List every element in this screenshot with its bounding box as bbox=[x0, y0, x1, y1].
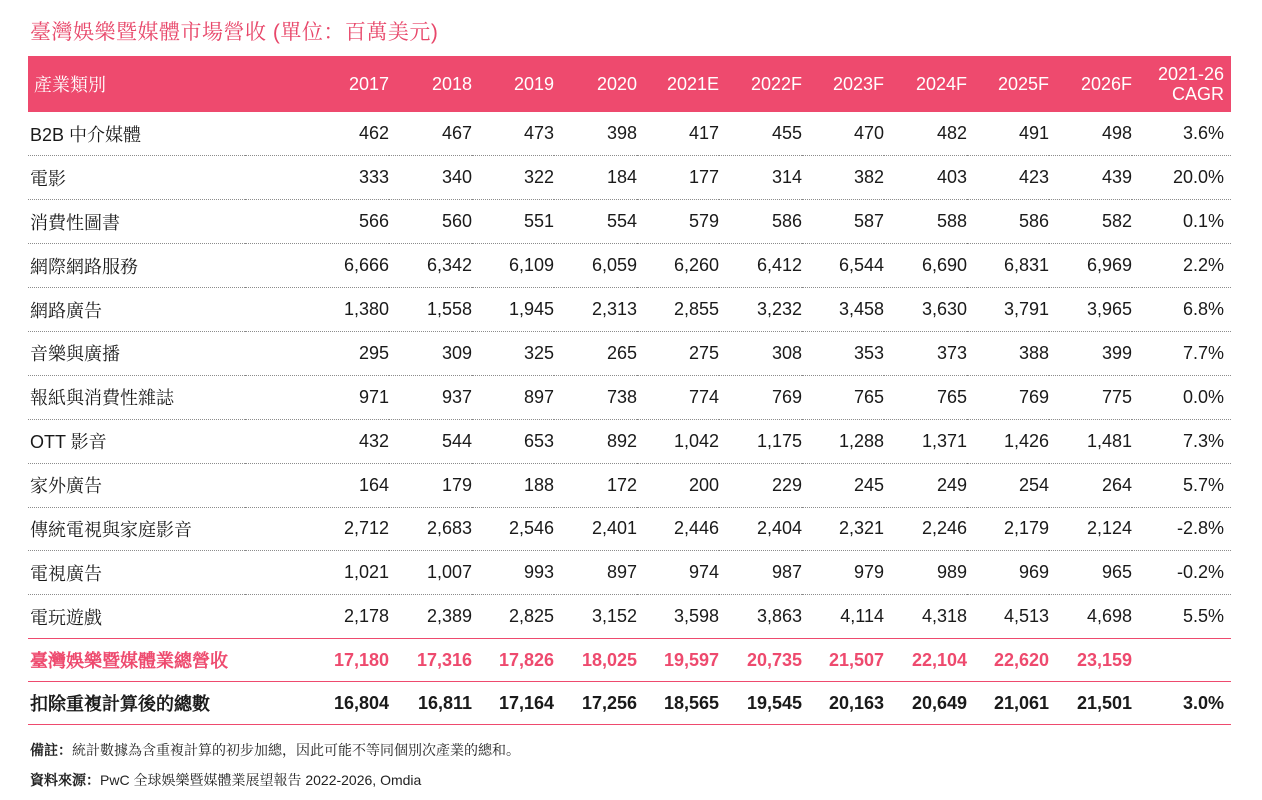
cell-cagr: 3.6% bbox=[1132, 112, 1231, 156]
cell-value: 1,021 bbox=[245, 551, 389, 595]
cell-value: 22,620 bbox=[967, 639, 1049, 682]
cell-value: 6,666 bbox=[245, 244, 389, 288]
cell-value: 467 bbox=[389, 112, 472, 156]
cell-value: 388 bbox=[967, 331, 1049, 375]
cell-value: 4,698 bbox=[1049, 595, 1132, 639]
cell-value: 3,598 bbox=[637, 595, 719, 639]
table-row bbox=[28, 156, 1231, 200]
cell-value: 22,104 bbox=[884, 639, 967, 682]
row-label: 網際網路服務 bbox=[28, 244, 245, 288]
cell-value: 544 bbox=[389, 419, 472, 463]
row-label: 家外廣告 bbox=[28, 463, 245, 507]
source-label: 資料來源： bbox=[30, 772, 100, 788]
cell-value: 738 bbox=[554, 375, 637, 419]
cell-value: 265 bbox=[554, 331, 637, 375]
cell-value: 971 bbox=[245, 375, 389, 419]
header-year-2022f: 2022F bbox=[750, 73, 802, 94]
cell-value: 775 bbox=[1049, 375, 1132, 419]
header-year-2026f: 2026F bbox=[1080, 73, 1132, 94]
cell-value: 965 bbox=[1049, 551, 1132, 595]
cell-value: 897 bbox=[472, 375, 554, 419]
cell-value: 653 bbox=[472, 419, 554, 463]
cell-value: 6,342 bbox=[389, 244, 472, 288]
cell-cagr: 6.8% bbox=[1132, 288, 1231, 332]
cell-value: 498 bbox=[1049, 112, 1132, 156]
revenue-table bbox=[28, 56, 1231, 725]
cell-value: 3,965 bbox=[1049, 288, 1132, 332]
cell-value: 19,545 bbox=[719, 682, 802, 725]
cell-value: 1,558 bbox=[389, 288, 472, 332]
cell-value: 16,811 bbox=[389, 682, 472, 725]
cell-value: 491 bbox=[967, 112, 1049, 156]
cell-value: 6,059 bbox=[554, 244, 637, 288]
cell-value: 1,042 bbox=[637, 419, 719, 463]
header-cagr bbox=[1132, 56, 1231, 112]
cell-value: 19,597 bbox=[637, 639, 719, 682]
cell-value: 6,544 bbox=[802, 244, 884, 288]
cell-value: 769 bbox=[719, 375, 802, 419]
header-cagr-line1: 2021-26 bbox=[1157, 64, 1224, 84]
cell-value: 16,804 bbox=[245, 682, 389, 725]
cell-cagr: 2.2% bbox=[1132, 244, 1231, 288]
cell-value: 2,389 bbox=[389, 595, 472, 639]
cell-value: 2,401 bbox=[554, 507, 637, 551]
cell-value: 2,855 bbox=[637, 288, 719, 332]
cell-value: 455 bbox=[719, 112, 802, 156]
cell-value: 6,831 bbox=[967, 244, 1049, 288]
cell-value: 6,690 bbox=[884, 244, 967, 288]
cell-value: 21,507 bbox=[802, 639, 884, 682]
cell-value: 17,826 bbox=[472, 639, 554, 682]
cell-value: 482 bbox=[884, 112, 967, 156]
cell-value: 432 bbox=[245, 419, 389, 463]
row-label: 臺灣娛樂暨媒體業總營收 bbox=[28, 639, 245, 682]
cell-value: 765 bbox=[884, 375, 967, 419]
row-label: 報紙與消費性雜誌 bbox=[28, 375, 245, 419]
cell-value: 937 bbox=[389, 375, 472, 419]
row-label: 電玩遊戲 bbox=[28, 595, 245, 639]
cell-value: 18,025 bbox=[554, 639, 637, 682]
cell-value: 892 bbox=[554, 419, 637, 463]
cell-value: 462 bbox=[245, 112, 389, 156]
table-row bbox=[28, 288, 1231, 332]
cell-value: 322 bbox=[472, 156, 554, 200]
cell-value: 3,152 bbox=[554, 595, 637, 639]
cell-value: 1,175 bbox=[719, 419, 802, 463]
cell-value: 17,180 bbox=[245, 639, 389, 682]
cell-value: 989 bbox=[884, 551, 967, 595]
cell-value: 353 bbox=[802, 331, 884, 375]
cell-value: 2,246 bbox=[884, 507, 967, 551]
header-cagr-line2: CAGR bbox=[1171, 84, 1224, 104]
cell-value: 2,321 bbox=[802, 507, 884, 551]
cell-value: 179 bbox=[389, 463, 472, 507]
cell-value: 184 bbox=[554, 156, 637, 200]
table-row bbox=[28, 595, 1231, 639]
cell-value: 769 bbox=[967, 375, 1049, 419]
cell-value: 2,179 bbox=[967, 507, 1049, 551]
cell-value: 3,232 bbox=[719, 288, 802, 332]
cell-value: 470 bbox=[802, 112, 884, 156]
cell-value: 1,371 bbox=[884, 419, 967, 463]
cell-value: 587 bbox=[802, 200, 884, 244]
cell-value: 21,061 bbox=[967, 682, 1049, 725]
table-row bbox=[28, 200, 1231, 244]
cell-cagr: -0.2% bbox=[1132, 551, 1231, 595]
cell-value: 3,458 bbox=[802, 288, 884, 332]
cell-value: 4,318 bbox=[884, 595, 967, 639]
cell-value: 164 bbox=[245, 463, 389, 507]
cell-value: 2,446 bbox=[637, 507, 719, 551]
cell-value: 333 bbox=[245, 156, 389, 200]
cell-value: 3,863 bbox=[719, 595, 802, 639]
cell-value: 295 bbox=[245, 331, 389, 375]
cell-value: 23,159 bbox=[1049, 639, 1132, 682]
cell-value: 21,501 bbox=[1049, 682, 1132, 725]
header-year-2019: 2019 bbox=[513, 73, 554, 94]
cell-value: 765 bbox=[802, 375, 884, 419]
header-year-2020: 2020 bbox=[596, 73, 637, 94]
cell-value: 4,513 bbox=[967, 595, 1049, 639]
cell-value: 586 bbox=[967, 200, 1049, 244]
cell-cagr: -2.8% bbox=[1132, 507, 1231, 551]
cell-value: 2,712 bbox=[245, 507, 389, 551]
cell-value: 20,735 bbox=[719, 639, 802, 682]
cell-value: 6,412 bbox=[719, 244, 802, 288]
cell-value: 1,380 bbox=[245, 288, 389, 332]
footnote-text: 統計數據為含重複計算的初步加總，因此可能不等同個別次產業的總和。 bbox=[72, 742, 520, 758]
cell-value: 586 bbox=[719, 200, 802, 244]
header-year-2018: 2018 bbox=[431, 73, 472, 94]
source-note bbox=[30, 770, 421, 790]
cell-value: 560 bbox=[389, 200, 472, 244]
cell-cagr: 7.7% bbox=[1132, 331, 1231, 375]
cell-value: 6,969 bbox=[1049, 244, 1132, 288]
cell-value: 566 bbox=[245, 200, 389, 244]
footnote bbox=[30, 740, 520, 760]
cell-value: 325 bbox=[472, 331, 554, 375]
cell-value: 200 bbox=[637, 463, 719, 507]
table-row bbox=[28, 419, 1231, 463]
cell-cagr: 20.0% bbox=[1132, 156, 1231, 200]
cell-value: 582 bbox=[1049, 200, 1132, 244]
cell-value: 2,825 bbox=[472, 595, 554, 639]
cell-value: 417 bbox=[637, 112, 719, 156]
table-row bbox=[28, 463, 1231, 507]
cell-value: 2,178 bbox=[245, 595, 389, 639]
cell-value: 229 bbox=[719, 463, 802, 507]
table-row bbox=[28, 331, 1231, 375]
cell-value: 314 bbox=[719, 156, 802, 200]
cell-value: 309 bbox=[389, 331, 472, 375]
cell-value: 1,481 bbox=[1049, 419, 1132, 463]
table-row bbox=[28, 244, 1231, 288]
cell-value: 373 bbox=[884, 331, 967, 375]
net-total-row bbox=[28, 682, 1231, 725]
table-row bbox=[28, 551, 1231, 595]
cell-value: 993 bbox=[472, 551, 554, 595]
cell-value: 254 bbox=[967, 463, 1049, 507]
row-label: 網路廣告 bbox=[28, 288, 245, 332]
cell-value: 2,683 bbox=[389, 507, 472, 551]
cell-value: 340 bbox=[389, 156, 472, 200]
cell-value: 20,163 bbox=[802, 682, 884, 725]
cell-value: 1,007 bbox=[389, 551, 472, 595]
cell-cagr: 0.1% bbox=[1132, 200, 1231, 244]
cell-value: 2,404 bbox=[719, 507, 802, 551]
cell-value: 249 bbox=[884, 463, 967, 507]
cell-cagr: 5.7% bbox=[1132, 463, 1231, 507]
row-label: 消費性圖書 bbox=[28, 200, 245, 244]
row-label: 扣除重複計算後的總數 bbox=[28, 682, 245, 725]
cell-value: 1,426 bbox=[967, 419, 1049, 463]
cell-value: 979 bbox=[802, 551, 884, 595]
row-label: 音樂與廣播 bbox=[28, 331, 245, 375]
cell-value: 17,164 bbox=[472, 682, 554, 725]
cell-value: 974 bbox=[637, 551, 719, 595]
cell-value: 588 bbox=[884, 200, 967, 244]
cell-value: 403 bbox=[884, 156, 967, 200]
cell-value: 6,109 bbox=[472, 244, 554, 288]
cell-value: 398 bbox=[554, 112, 637, 156]
source-text: PwC 全球娛樂暨媒體業展望報告 2022-2026, Omdia bbox=[100, 772, 422, 788]
cell-value: 551 bbox=[472, 200, 554, 244]
row-label: OTT 影音 bbox=[28, 419, 245, 463]
header-year-2021e: 2021E bbox=[666, 73, 719, 94]
cell-value: 2,124 bbox=[1049, 507, 1132, 551]
table-row bbox=[28, 112, 1231, 156]
row-label: 電影 bbox=[28, 156, 245, 200]
cell-value: 17,316 bbox=[389, 639, 472, 682]
cell-value: 987 bbox=[719, 551, 802, 595]
cell-cagr: 5.5% bbox=[1132, 595, 1231, 639]
header-category: 產業類別 bbox=[34, 75, 106, 95]
row-label: 傳統電視與家庭影音 bbox=[28, 507, 245, 551]
cell-value: 188 bbox=[472, 463, 554, 507]
cell-cagr: 3.0% bbox=[1132, 682, 1231, 725]
cell-value: 1,288 bbox=[802, 419, 884, 463]
cell-value: 399 bbox=[1049, 331, 1132, 375]
cell-value: 308 bbox=[719, 331, 802, 375]
cell-value: 4,114 bbox=[802, 595, 884, 639]
header-year-2024f: 2024F bbox=[915, 73, 967, 94]
cell-value: 17,256 bbox=[554, 682, 637, 725]
row-label: 電視廣告 bbox=[28, 551, 245, 595]
cell-value: 423 bbox=[967, 156, 1049, 200]
cell-value: 20,649 bbox=[884, 682, 967, 725]
cell-value: 3,791 bbox=[967, 288, 1049, 332]
cell-value: 579 bbox=[637, 200, 719, 244]
cell-value: 473 bbox=[472, 112, 554, 156]
cell-cagr: 7.3% bbox=[1132, 419, 1231, 463]
table-header-row bbox=[28, 56, 1231, 112]
cell-value: 1,945 bbox=[472, 288, 554, 332]
cell-cagr bbox=[1132, 639, 1231, 682]
cell-value: 2,313 bbox=[554, 288, 637, 332]
cell-value: 897 bbox=[554, 551, 637, 595]
header-year-2025f: 2025F bbox=[997, 73, 1049, 94]
cell-value: 382 bbox=[802, 156, 884, 200]
row-label: B2B 中介媒體 bbox=[28, 112, 245, 156]
header-year-2023f: 2023F bbox=[832, 73, 884, 94]
cell-value: 275 bbox=[637, 331, 719, 375]
cell-value: 2,546 bbox=[472, 507, 554, 551]
cell-value: 554 bbox=[554, 200, 637, 244]
page-title: 臺灣娛樂暨媒體市場營收 (單位：百萬美元) bbox=[30, 21, 439, 44]
cell-value: 264 bbox=[1049, 463, 1132, 507]
header-year-2017: 2017 bbox=[348, 73, 389, 94]
cell-value: 172 bbox=[554, 463, 637, 507]
cell-value: 177 bbox=[637, 156, 719, 200]
cell-value: 969 bbox=[967, 551, 1049, 595]
cell-value: 774 bbox=[637, 375, 719, 419]
cell-value: 3,630 bbox=[884, 288, 967, 332]
cell-value: 6,260 bbox=[637, 244, 719, 288]
cell-cagr: 0.0% bbox=[1132, 375, 1231, 419]
footnote-label: 備註： bbox=[30, 742, 72, 758]
cell-value: 439 bbox=[1049, 156, 1132, 200]
table-row bbox=[28, 375, 1231, 419]
cell-value: 245 bbox=[802, 463, 884, 507]
table-row bbox=[28, 507, 1231, 551]
cell-value: 18,565 bbox=[637, 682, 719, 725]
total-row bbox=[28, 639, 1231, 682]
